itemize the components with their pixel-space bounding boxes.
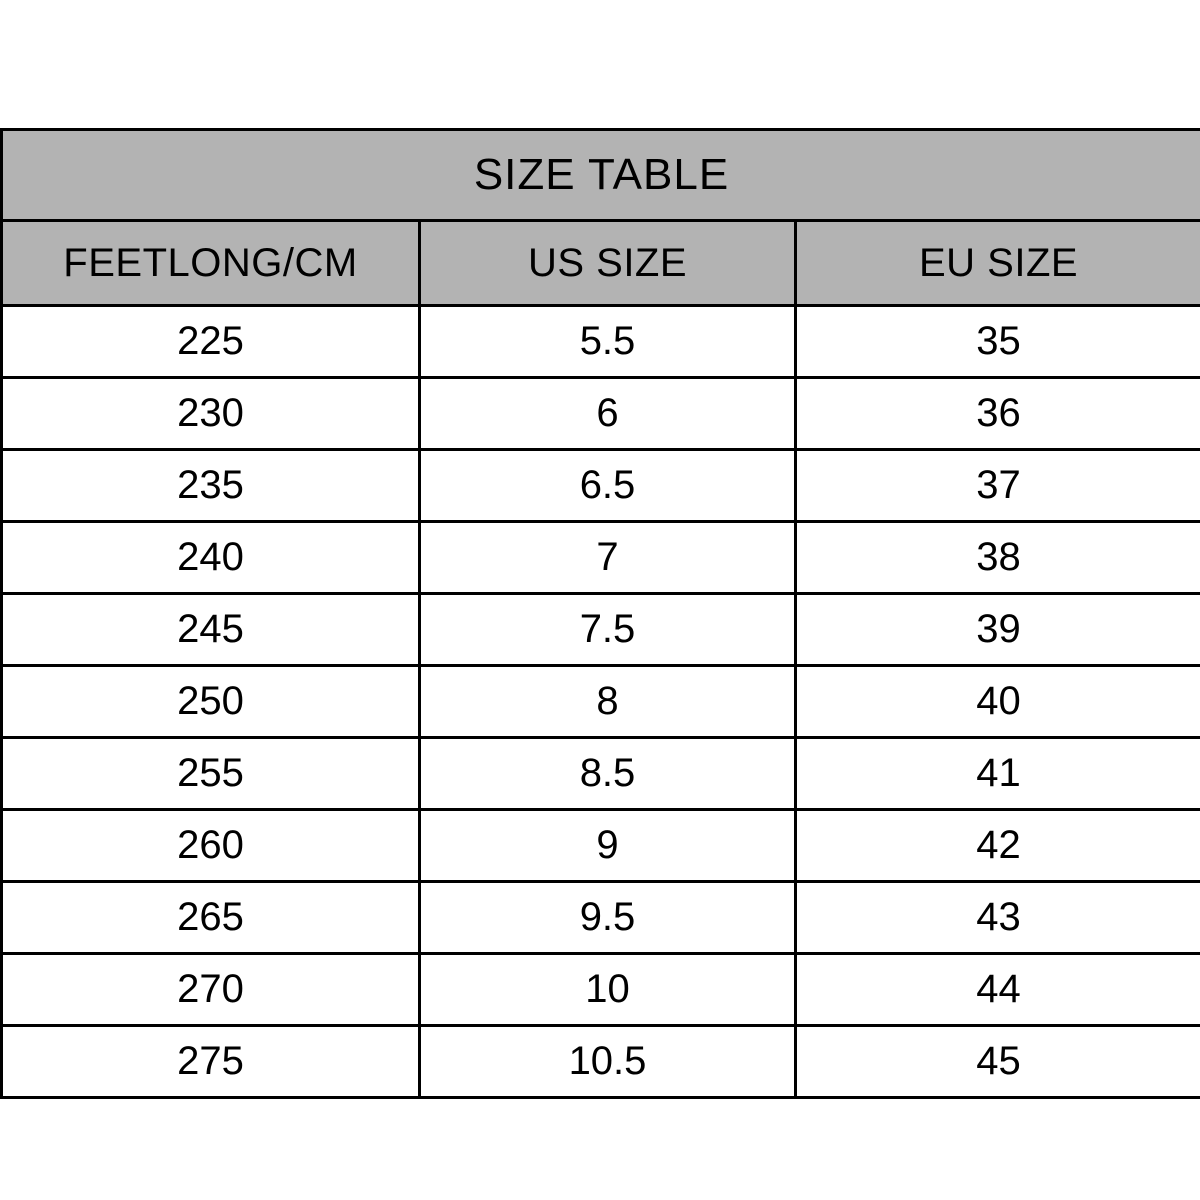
table-row — [2, 738, 1200, 810]
cell-eu-size: 41 — [796, 738, 1200, 810]
table-row — [2, 594, 1200, 666]
size-table-container — [0, 128, 1200, 1099]
cell-us-size: 8 — [420, 666, 796, 738]
table-row — [2, 666, 1200, 738]
cell-feetlong-cm: 235 — [2, 450, 420, 522]
cell-us-size: 7 — [420, 522, 796, 594]
cell-eu-size: 38 — [796, 522, 1200, 594]
column-header-eu-size: EU SIZE — [796, 221, 1200, 306]
table-row — [2, 378, 1200, 450]
table-header-row — [2, 221, 1200, 306]
cell-feetlong-cm: 270 — [2, 954, 420, 1026]
cell-eu-size: 39 — [796, 594, 1200, 666]
cell-us-size: 6 — [420, 378, 796, 450]
cell-us-size: 10.5 — [420, 1026, 796, 1098]
size-table — [0, 128, 1200, 1099]
cell-feetlong-cm: 230 — [2, 378, 420, 450]
cell-eu-size: 40 — [796, 666, 1200, 738]
column-header-feetlong-cm: FEETLONG/CM — [2, 221, 420, 306]
table-row — [2, 882, 1200, 954]
cell-us-size: 8.5 — [420, 738, 796, 810]
table-row — [2, 954, 1200, 1026]
cell-feetlong-cm: 240 — [2, 522, 420, 594]
cell-eu-size: 36 — [796, 378, 1200, 450]
cell-us-size: 7.5 — [420, 594, 796, 666]
cell-feetlong-cm: 260 — [2, 810, 420, 882]
table-title-row — [2, 130, 1200, 221]
cell-us-size: 9.5 — [420, 882, 796, 954]
table-row — [2, 522, 1200, 594]
table-row — [2, 810, 1200, 882]
cell-eu-size: 35 — [796, 306, 1200, 378]
table-title: SIZE TABLE — [2, 130, 1200, 221]
cell-feetlong-cm: 275 — [2, 1026, 420, 1098]
cell-us-size: 10 — [420, 954, 796, 1026]
table-row — [2, 450, 1200, 522]
cell-eu-size: 45 — [796, 1026, 1200, 1098]
cell-eu-size: 42 — [796, 810, 1200, 882]
cell-eu-size: 43 — [796, 882, 1200, 954]
cell-us-size: 5.5 — [420, 306, 796, 378]
cell-feetlong-cm: 245 — [2, 594, 420, 666]
table-row — [2, 1026, 1200, 1098]
cell-us-size: 6.5 — [420, 450, 796, 522]
cell-feetlong-cm: 250 — [2, 666, 420, 738]
table-row — [2, 306, 1200, 378]
cell-feetlong-cm: 265 — [2, 882, 420, 954]
cell-eu-size: 37 — [796, 450, 1200, 522]
cell-eu-size: 44 — [796, 954, 1200, 1026]
cell-feetlong-cm: 255 — [2, 738, 420, 810]
column-header-us-size: US SIZE — [420, 221, 796, 306]
cell-feetlong-cm: 225 — [2, 306, 420, 378]
cell-us-size: 9 — [420, 810, 796, 882]
